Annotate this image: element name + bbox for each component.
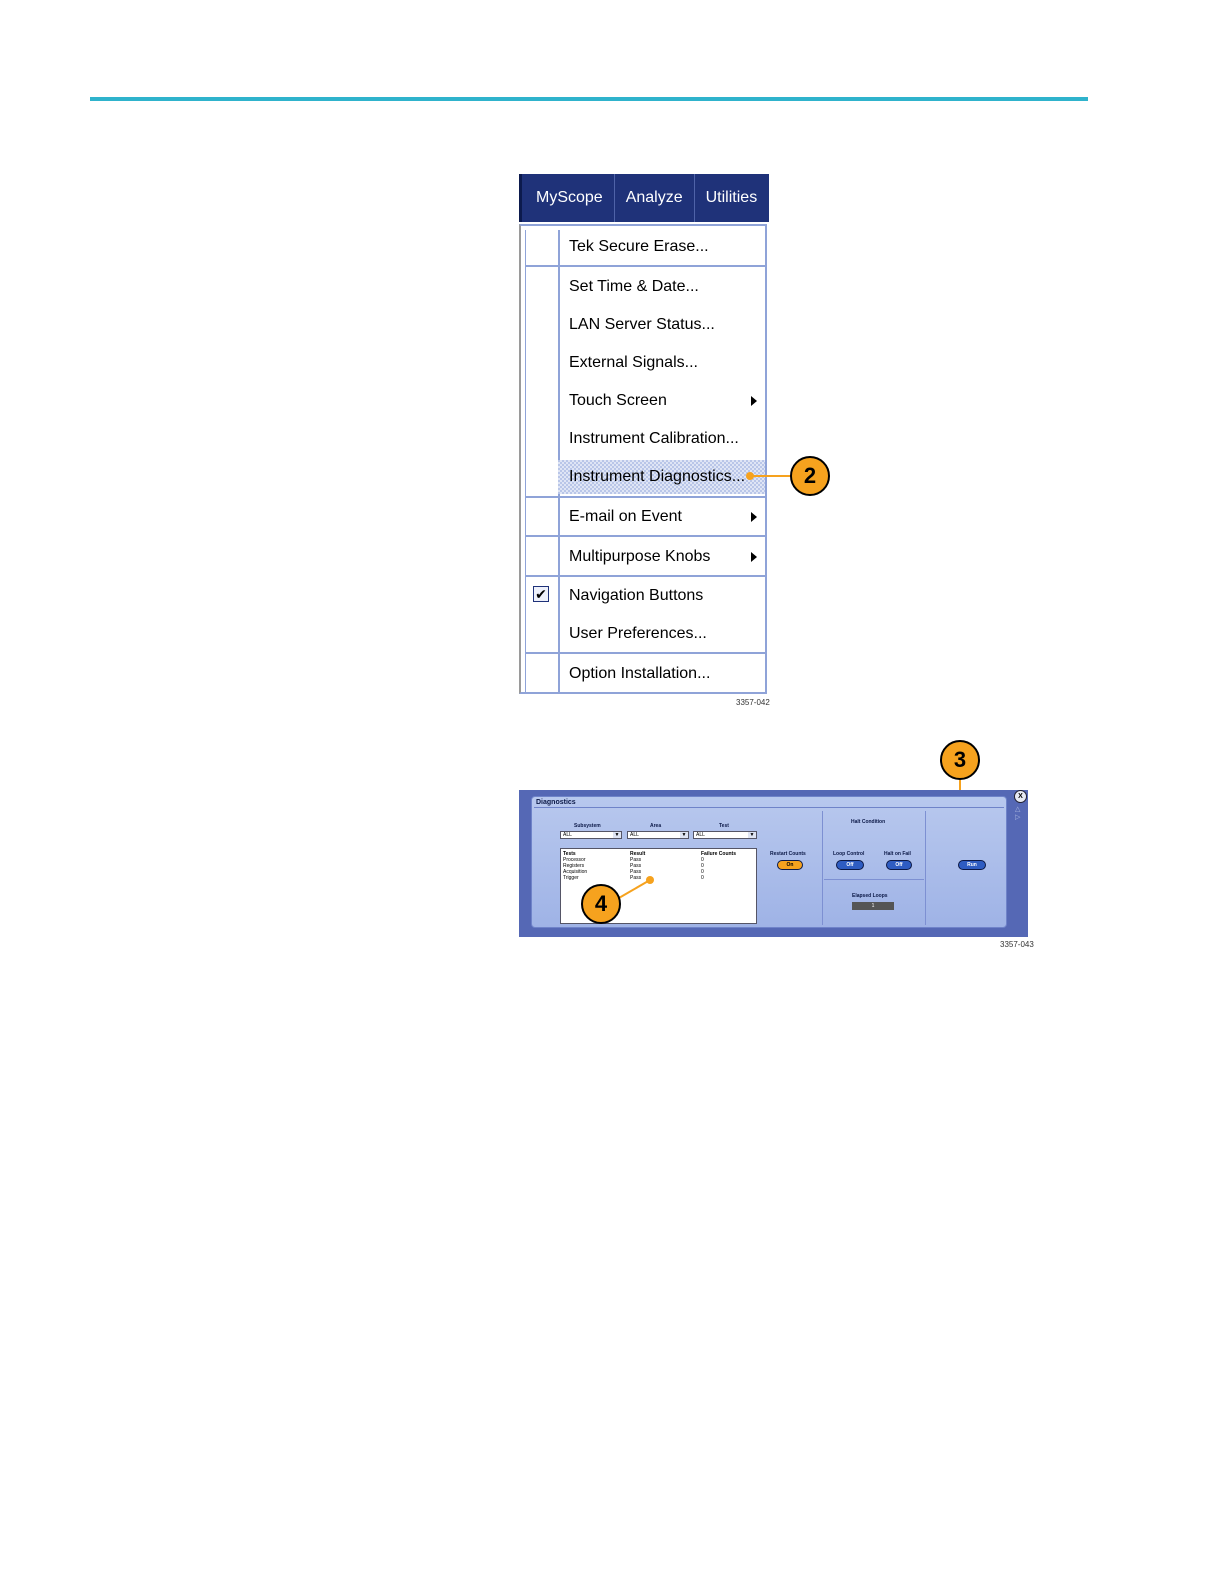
- test-select[interactable]: [693, 831, 757, 839]
- dropdown-arrow-icon: ▼: [614, 832, 620, 838]
- test-value: ALL: [696, 832, 705, 838]
- menu-separator: [525, 575, 765, 577]
- menu-item-email-on-event[interactable]: [558, 500, 765, 534]
- elapsed-loops-value: 1: [852, 902, 894, 910]
- section-divider: [822, 811, 823, 925]
- menu-separator: [525, 652, 765, 654]
- menu-item-navigation-buttons[interactable]: Navigation Buttons: [569, 587, 704, 604]
- results-col-failure-counts: [701, 851, 736, 881]
- menu-item-user-preferences[interactable]: User Preferences...: [569, 625, 707, 642]
- callout-step-4: 4: [581, 884, 621, 924]
- loop-control-label: Loop Control: [833, 851, 865, 857]
- menu-item-email-on-event-label: E-mail on Event: [569, 508, 682, 525]
- results-header: Result: [630, 851, 646, 857]
- menu-item-multipurpose-knobs[interactable]: [558, 540, 765, 574]
- results-header: Tests: [563, 851, 576, 857]
- elapsed-loops-label: Elapsed Loops: [852, 893, 888, 899]
- area-select[interactable]: [627, 831, 689, 839]
- menu-separator: [525, 265, 765, 267]
- results-cell: Registers: [563, 863, 585, 869]
- area-label: Area: [650, 823, 662, 829]
- menu-item-tek-secure-erase[interactable]: Tek Secure Erase...: [569, 238, 709, 255]
- menu-item-external-signals[interactable]: External Signals...: [569, 354, 698, 371]
- menu-bar: [519, 174, 769, 222]
- menu-gutter: [525, 230, 560, 692]
- figure-id-panel: 3357-043: [1000, 940, 1034, 949]
- area-value: ALL: [630, 832, 639, 838]
- menu-separator: [525, 496, 765, 498]
- subsystem-label: Subsystem: [574, 823, 601, 829]
- panel-nav-arrows-icon[interactable]: △ ▷: [1015, 806, 1021, 821]
- results-cell: Trigger: [563, 875, 579, 881]
- results-cell: Pass: [630, 869, 642, 875]
- menu-item-set-time-date[interactable]: Set Time & Date...: [569, 278, 699, 295]
- close-panel-button[interactable]: X: [1014, 790, 1027, 803]
- figure-id-menu: 3357-042: [736, 698, 770, 707]
- subsystem-value: ALL: [563, 832, 572, 838]
- restart-counts-label: Restart Counts: [770, 851, 806, 857]
- submenu-arrow-icon: [751, 552, 757, 562]
- submenu-arrow-icon: [751, 396, 757, 406]
- utilities-dropdown: [519, 224, 767, 694]
- results-cell: Pass: [630, 863, 642, 869]
- callout-step-3: 3: [940, 740, 980, 780]
- menu-item-instrument-calibration[interactable]: Instrument Calibration...: [569, 430, 739, 447]
- halt-on-fail-button[interactable]: Off: [886, 860, 912, 870]
- checkmark-icon: ✔: [533, 586, 549, 602]
- subsystem-select[interactable]: [560, 831, 622, 839]
- results-cell: 0: [701, 863, 704, 869]
- halt-condition-label: Halt Condition: [851, 819, 886, 825]
- section-divider: [925, 811, 926, 925]
- menu-separator: [525, 535, 765, 537]
- results-cell: Acquisition: [563, 869, 588, 875]
- callout-step-2: 2: [790, 456, 830, 496]
- menu-item-multipurpose-knobs-label: Multipurpose Knobs: [569, 548, 711, 565]
- run-button[interactable]: Run: [958, 860, 986, 870]
- menu-analyze[interactable]: Analyze: [615, 174, 695, 222]
- menu-item-touch-screen-label: Touch Screen: [569, 392, 667, 409]
- page-header-rule: [90, 97, 1088, 101]
- results-cell: Pass: [630, 875, 642, 881]
- dropdown-arrow-icon: ▼: [681, 832, 687, 838]
- dropdown-arrow-icon: ▼: [749, 832, 755, 838]
- menu-utilities[interactable]: Utilities: [705, 189, 758, 206]
- halt-on-fail-label: Halt on Fail: [884, 851, 911, 857]
- callout-leader-line: [752, 475, 792, 477]
- results-cell: 0: [701, 869, 704, 875]
- restart-counts-button[interactable]: On: [777, 860, 803, 870]
- menu-item-touch-screen[interactable]: [558, 384, 765, 418]
- menu-item-lan-server-status[interactable]: LAN Server Status...: [569, 316, 715, 333]
- submenu-arrow-icon: [751, 512, 757, 522]
- section-divider: [824, 879, 924, 880]
- menu-item-instrument-diagnostics[interactable]: Instrument Diagnostics...: [558, 460, 765, 494]
- panel-title: Diagnostics: [536, 799, 576, 806]
- results-col-tests: [563, 851, 587, 881]
- menu-item-option-installation[interactable]: Option Installation...: [569, 665, 711, 682]
- results-cell: 0: [701, 857, 704, 863]
- panel-title-rule: [534, 807, 1004, 808]
- menu-myscope[interactable]: MyScope: [522, 174, 615, 222]
- results-cell: Pass: [630, 857, 642, 863]
- test-label: Test: [719, 823, 729, 829]
- results-cell: 0: [701, 875, 704, 881]
- loop-control-button[interactable]: Off: [836, 860, 864, 870]
- results-header: Failure Counts: [701, 851, 737, 857]
- results-cell: Processor: [563, 857, 586, 863]
